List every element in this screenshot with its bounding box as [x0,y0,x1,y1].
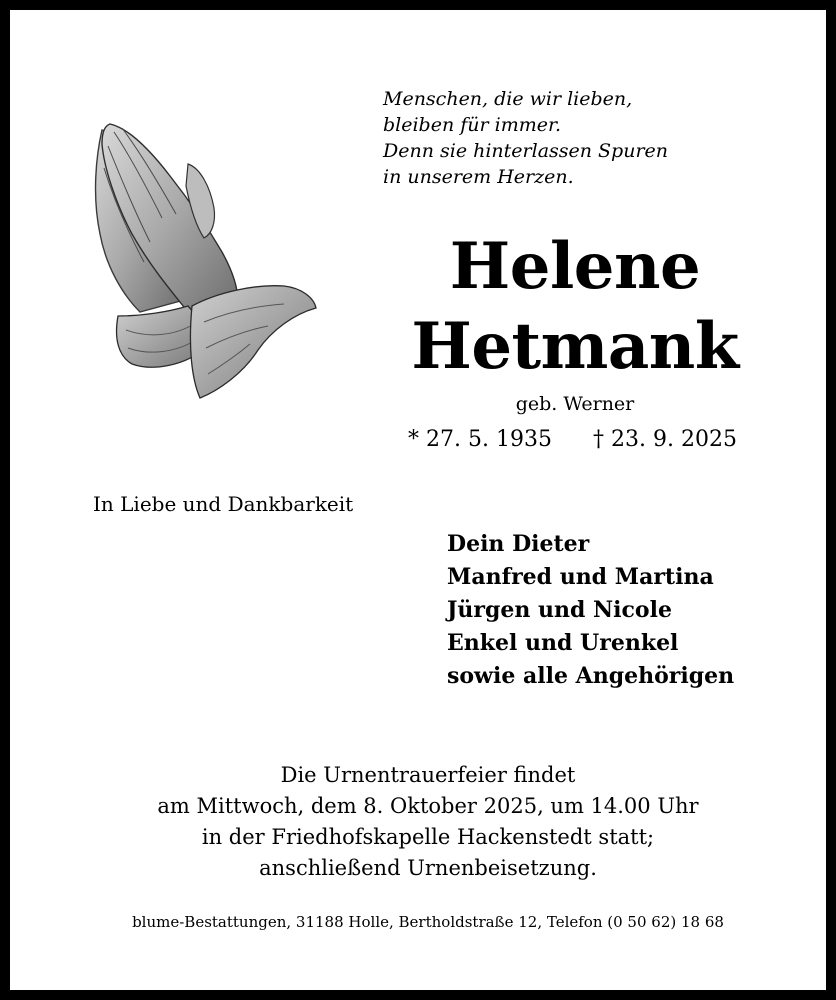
service-line: Die Urnentrauerfeier findet [280,763,576,787]
mourner-entry: Jürgen und Nicole [447,597,672,623]
poem-line: Denn sie hinterlassen Spuren [383,140,669,162]
mourner-entry: Dein Dieter [447,531,590,557]
deceased-last-name: Hetmank [411,309,739,384]
death-date: † 23. 9. 2025 [593,427,737,452]
deceased-first-name: Helene [449,229,701,304]
poem-line: bleiben für immer. [383,114,562,136]
praying-hands-icon [88,116,320,406]
mourner-entry: Enkel und Urenkel [447,630,679,656]
funeral-home-footer: blume-Bestattungen, 31188 Holle, Bertholdstraße 12, Telefon (0 50 62) 18 68 [132,913,724,931]
maiden-name: geb. Werner [515,393,635,415]
mourner-entry: sowie alle Angehörigen [447,663,735,689]
thanks-line: In Liebe und Dankbarkeit [93,492,354,516]
birth-date: * 27. 5. 1935 [408,427,552,452]
poem-line: Menschen, die wir lieben, [383,88,633,110]
poem-line: in unserem Herzen. [383,166,574,188]
mourners-list [447,528,734,693]
memorial-poem [383,86,783,190]
service-announcement [70,760,786,884]
service-line: anschließend Urnenbeisetzung. [259,856,597,880]
service-line: am Mittwoch, dem 8. Oktober 2025, um 14.00 Uhr [157,794,699,818]
service-line: in der Friedhofskapelle Hackenstedt statt; [201,825,655,849]
mourner-entry: Manfred und Martina [447,564,714,590]
